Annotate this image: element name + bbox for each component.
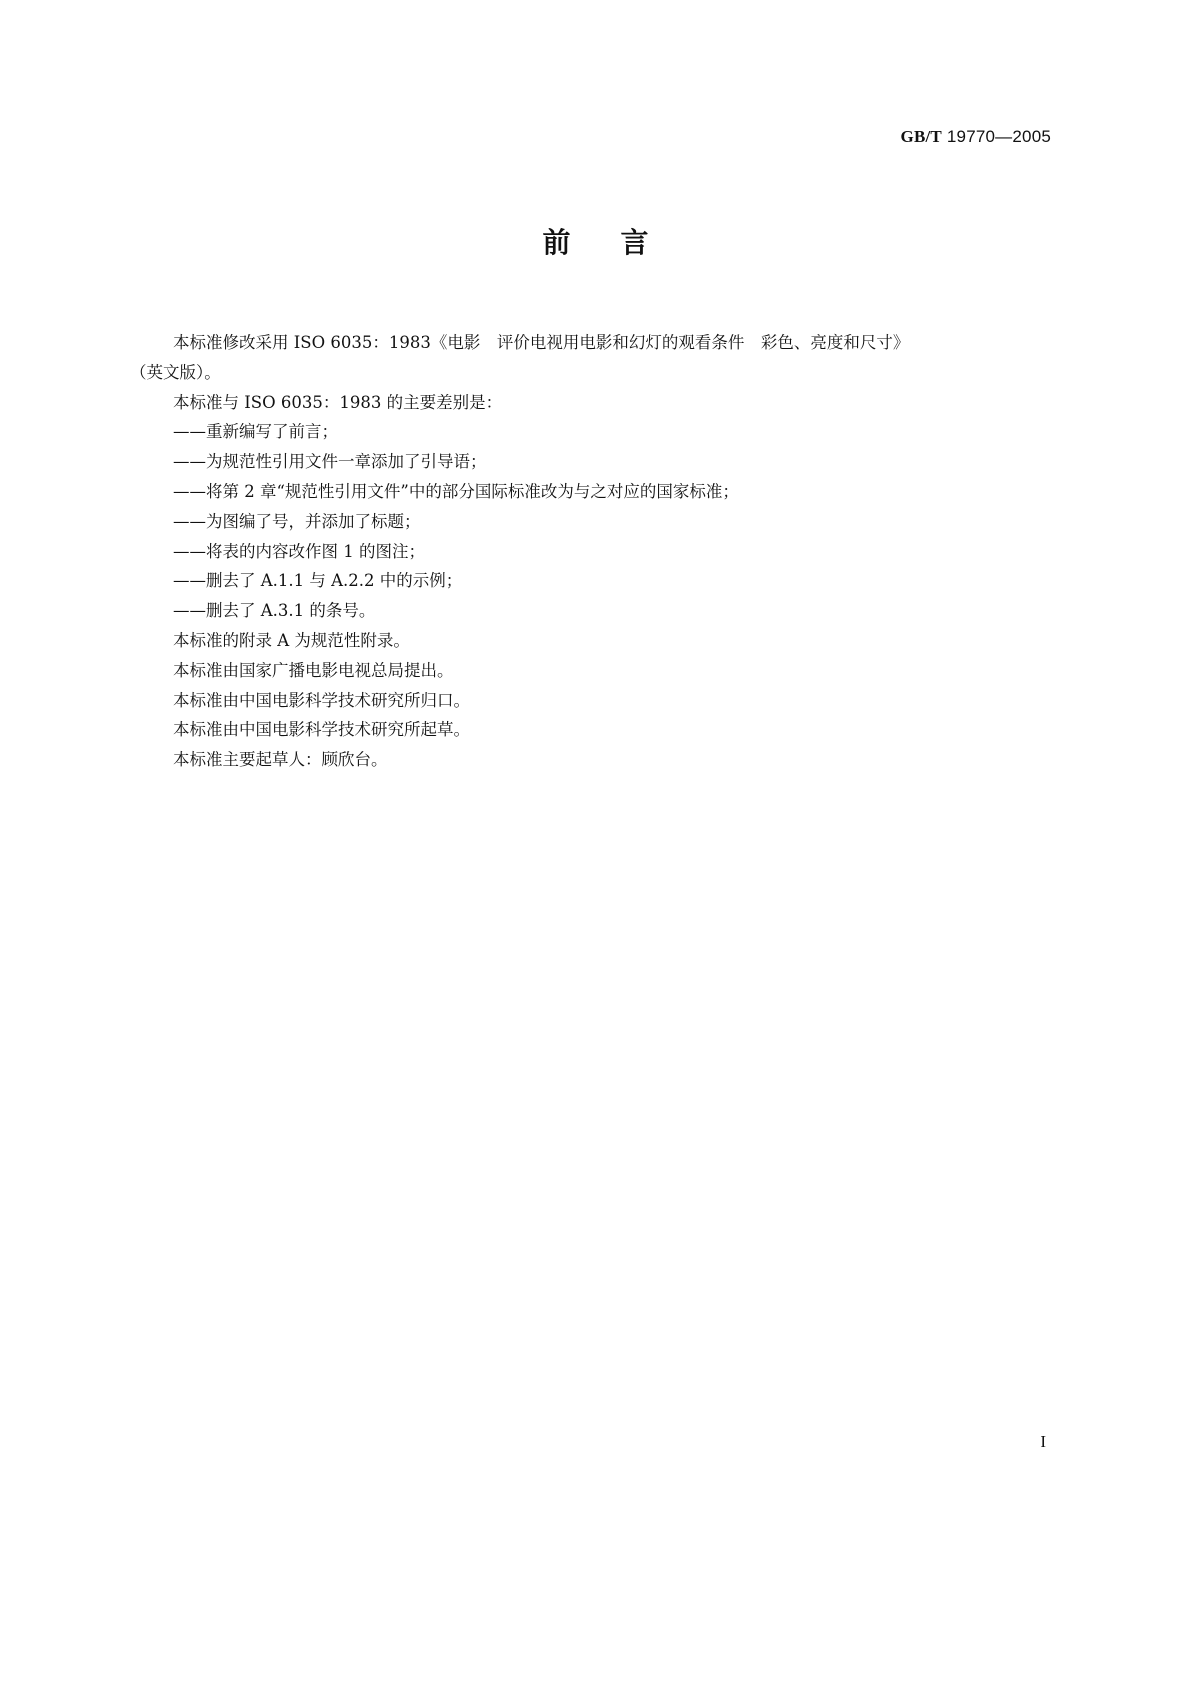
page-title: 前言 — [542, 226, 699, 259]
difference-item: ——为规范性引用文件一章添加了引导语； — [173, 452, 487, 472]
standard-code — [901, 127, 1051, 147]
statement-drafter: 本标准主要起草人：顾欣台。 — [173, 750, 388, 770]
difference-item: ——将第 2 章“规范性引用文件”中的部分国际标准改为与之对应的国家标准； — [173, 481, 739, 501]
statement-proposer: 本标准由国家广播电影电视总局提出。 — [173, 660, 454, 680]
intro-line-2: （英文版）。 — [130, 362, 221, 382]
statement-drafting-org: 本标准由中国电影科学技术研究所起草。 — [173, 720, 470, 740]
difference-item: ——删去了 A.3.1 的条号。 — [173, 601, 376, 621]
difference-item: ——将表的内容改作图 1 的图注； — [173, 541, 425, 561]
difference-item: ——删去了 A.1.1 与 A.2.2 中的示例； — [173, 571, 463, 591]
statement-appendix: 本标准的附录 A 为规范性附录。 — [173, 630, 410, 650]
intro-line-1: 本标准修改采用 ISO 6035：1983《电影 评价电视用电影和幻灯的观看条件 彩色、亮度和尺寸》 — [173, 333, 910, 352]
standard-prefix: GB/T — [900, 127, 942, 146]
statement-administrator: 本标准由中国电影科学技术研究所归口。 — [173, 690, 470, 710]
difference-item: ——为图编了号，并添加了标题； — [173, 511, 421, 531]
difference-item: ——重新编写了前言； — [173, 422, 338, 442]
page-number: I — [1040, 1432, 1046, 1451]
standard-number: 19770—2005 — [946, 127, 1051, 146]
foreword-body — [130, 328, 1060, 775]
differences-intro: 本标准与 ISO 6035：1983 的主要差别是： — [173, 392, 503, 412]
